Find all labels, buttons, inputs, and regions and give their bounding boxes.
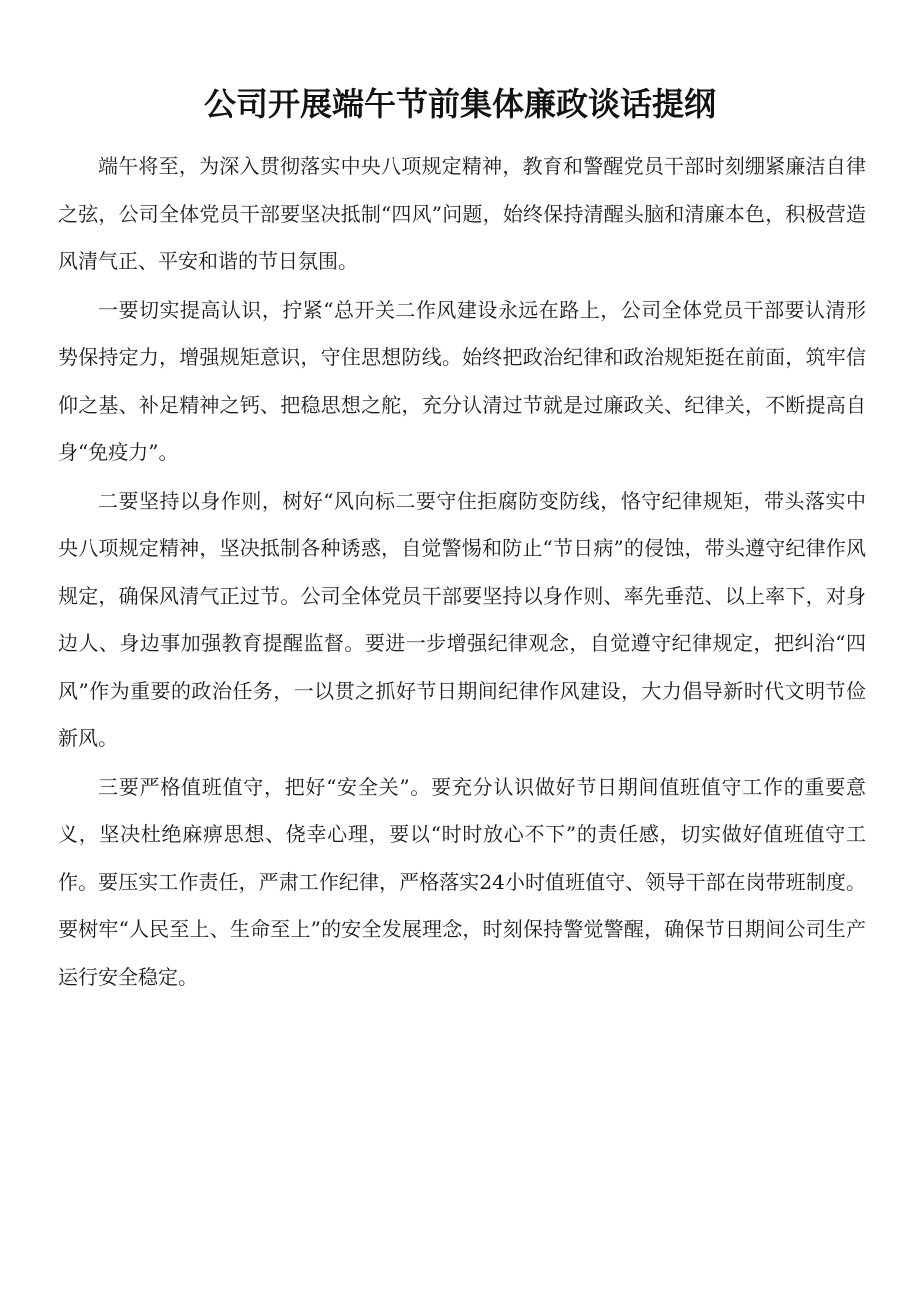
- paragraph-point-two: 二要坚持以身作则，树好“风向标二要守住拒腐防变防线，恪守纪律规矩，带头落实中央八项规定精神，坚决抵制各种诱惑，自觉警惕和防止“节日病”的侵蚀，带头遵守纪律作风规定，确保风清气正过节。公司全体党员干部要坚持以身作则、率先垂范、以上率下，对身边人、身边事加强教育提醒监督。要进一步增强纪律观念，自觉遵守纪律规定，把纠治“四风”作为重要的政治任务，一以贯之抓好节日期间纪律作风建设，大力倡导新时代文明节俭新风。: [58, 488, 866, 750]
- document-body: [58, 143, 866, 1001]
- paragraph-point-three: 三要严格值班值守，把好“安全关”。要充分认识做好节日期间值班值守工作的重要意义，坚决杜绝麻痹思想、侥幸心理，要以“时时放心不下”的责任感，切实做好值班值守工作。要压实工作责任，严肃工作纪律，严格落实24小时值班值守、领导干部在岗带班制度。要树牢“人民至上、生命至上”的安全发展理念，时刻保持警觉警醒，确保节日期间公司生产运行安全稳定。: [58, 774, 866, 989]
- paragraph-point-one: 一要切实提高认识，拧紧“总开关二作风建设永远在路上，公司全体党员干部要认清形势保持定力，增强规矩意识，守住思想防线。始终把政治纪律和政治规矩挺在前面，筑牢信仰之基、补足精神之钙、把稳思想之舵，充分认清过节就是过廉政关、纪律关，不断提高自身“免疫力”。: [58, 297, 866, 464]
- document-title: 公司开展端午节前集体廉政谈话提纲: [203, 85, 716, 123]
- paragraph-intro: 端午将至，为深入贯彻落实中央八项规定精神，教育和警醒党员干部时刻绷紧廉洁自律之弦，公司全体党员干部要坚决抵制“四风”问题，始终保持清醒头脑和清廉本色，积极营造风清气正、平安和谐的节日氛围。: [58, 154, 866, 273]
